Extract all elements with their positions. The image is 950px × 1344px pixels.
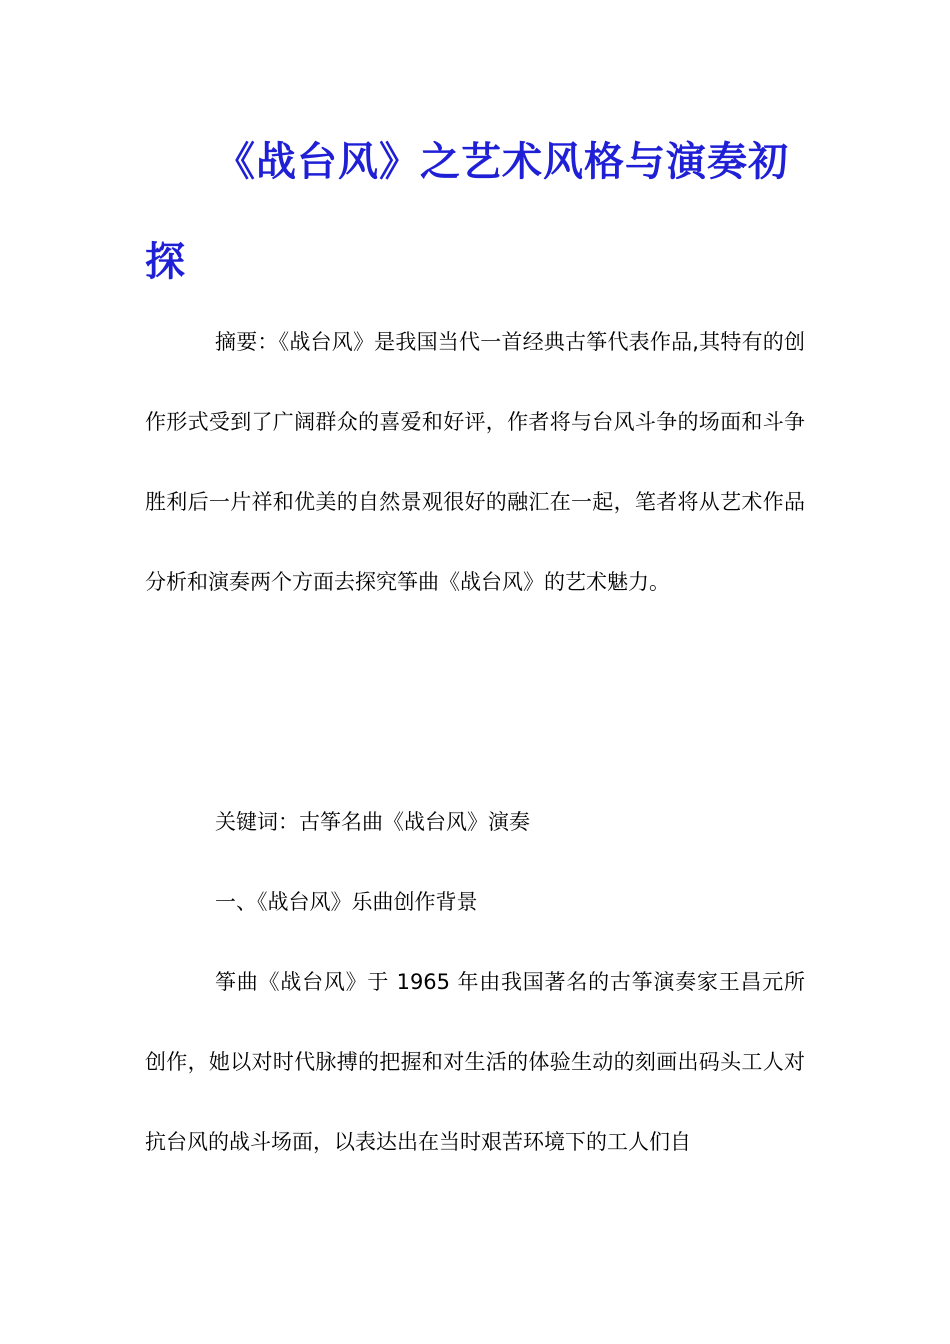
document-title: 《战台风》之艺术风格与演奏初探 xyxy=(145,139,789,285)
keywords-line: 关键词：古筝名曲《战台风》演奏 xyxy=(215,810,530,834)
abstract-paragraph: 摘要：《战台风》是我国当代一首经典古筝代表作品,其特有的创作形式受到了广阔群众的喜爱和好评，作者将与台风斗争的场面和斗争胜利后一片祥和优美的自然景观很好的融汇在一起，笔者将从艺术作品分析和演奏两个方面去探究筝曲《战台风》的艺术魅力。 xyxy=(145,330,805,594)
body-paragraph: 筝曲《战台风》于 1965 年由我国著名的古筝演奏家王昌元所创作，她以对时代脉搏的把握和对生活的体验生动的刻画出码头工人对抗台风的战斗场面，以表达出在当时艰苦环境下的工人们自 xyxy=(145,970,805,1154)
section-heading: 一、《战台风》乐曲创作背景 xyxy=(215,890,478,914)
